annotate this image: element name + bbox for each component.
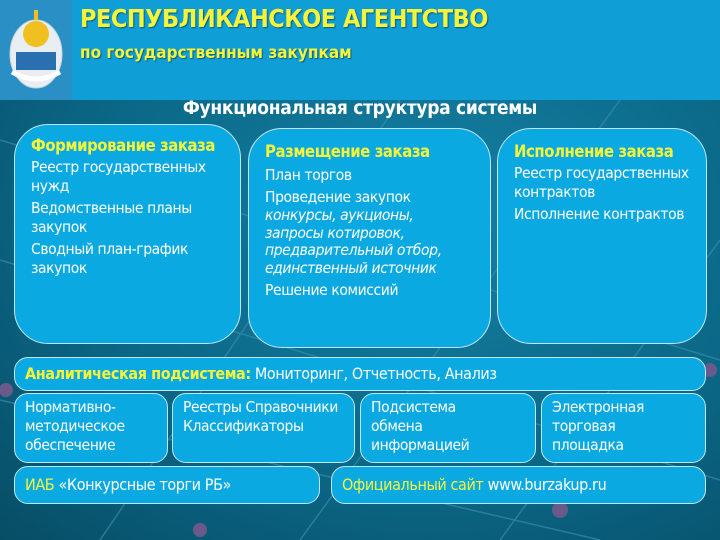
module-label: Реестры Справочники Классификаторы — [183, 398, 338, 435]
analytics-bar — [14, 357, 706, 391]
module-label: Электронная торговая площадка — [552, 398, 644, 454]
agency-subtitle: по государственным закупкам — [80, 43, 352, 63]
execution-item: Исполнение контрактов — [514, 204, 685, 223]
iab-box — [14, 466, 320, 504]
formation-item: Сводный план-график закупок — [31, 239, 189, 277]
placement-methods: конкурсы, аукционы, запросы котировок, предварительный отбор, единственный источник — [265, 205, 442, 278]
site-link[interactable]: www.burzakup.ru — [487, 475, 607, 494]
execution-box — [497, 128, 707, 344]
placement-item: Решение комиссий — [265, 281, 399, 300]
execution-heading: Исполнение заказа — [514, 142, 674, 161]
analytics-text: Мониторинг, Отчетность, Анализ — [254, 364, 497, 383]
placement-item: План торгов — [265, 165, 352, 184]
emblem-logo — [0, 0, 72, 100]
iab-text: «Конкурсные торги РБ» — [58, 475, 231, 494]
placement-box — [248, 128, 491, 348]
placement-heading: Размещение заказа — [265, 142, 430, 161]
formation-item: Реестр государственных нужд — [31, 157, 206, 195]
emblem-icon — [0, 0, 72, 100]
site-label: Официальный сайт — [342, 475, 484, 494]
module-box — [360, 393, 536, 463]
official-site-box — [331, 466, 706, 504]
formation-heading: Формирование заказа — [31, 136, 215, 155]
formation-box — [14, 124, 241, 344]
header-banner — [0, 0, 720, 100]
module-box — [541, 393, 706, 463]
placement-item: Проведение закупок — [265, 187, 411, 206]
analytics-label: Аналитическая подсистема: — [25, 364, 251, 383]
slide-title: Функциональная структура системы — [182, 97, 538, 119]
module-box — [14, 393, 168, 463]
execution-item: Реестр государственных контрактов — [514, 163, 689, 201]
agency-title: РЕСПУБЛИКАНСКОЕ АГЕНТСТВО — [80, 4, 488, 33]
iab-label: ИАБ — [25, 475, 55, 494]
module-box — [172, 393, 355, 463]
formation-item: Ведомственные планы закупок — [31, 198, 192, 236]
module-label: Нормативно-методическое обеспечение — [25, 398, 125, 454]
module-label: Подсистема обмена информацией — [371, 398, 470, 454]
